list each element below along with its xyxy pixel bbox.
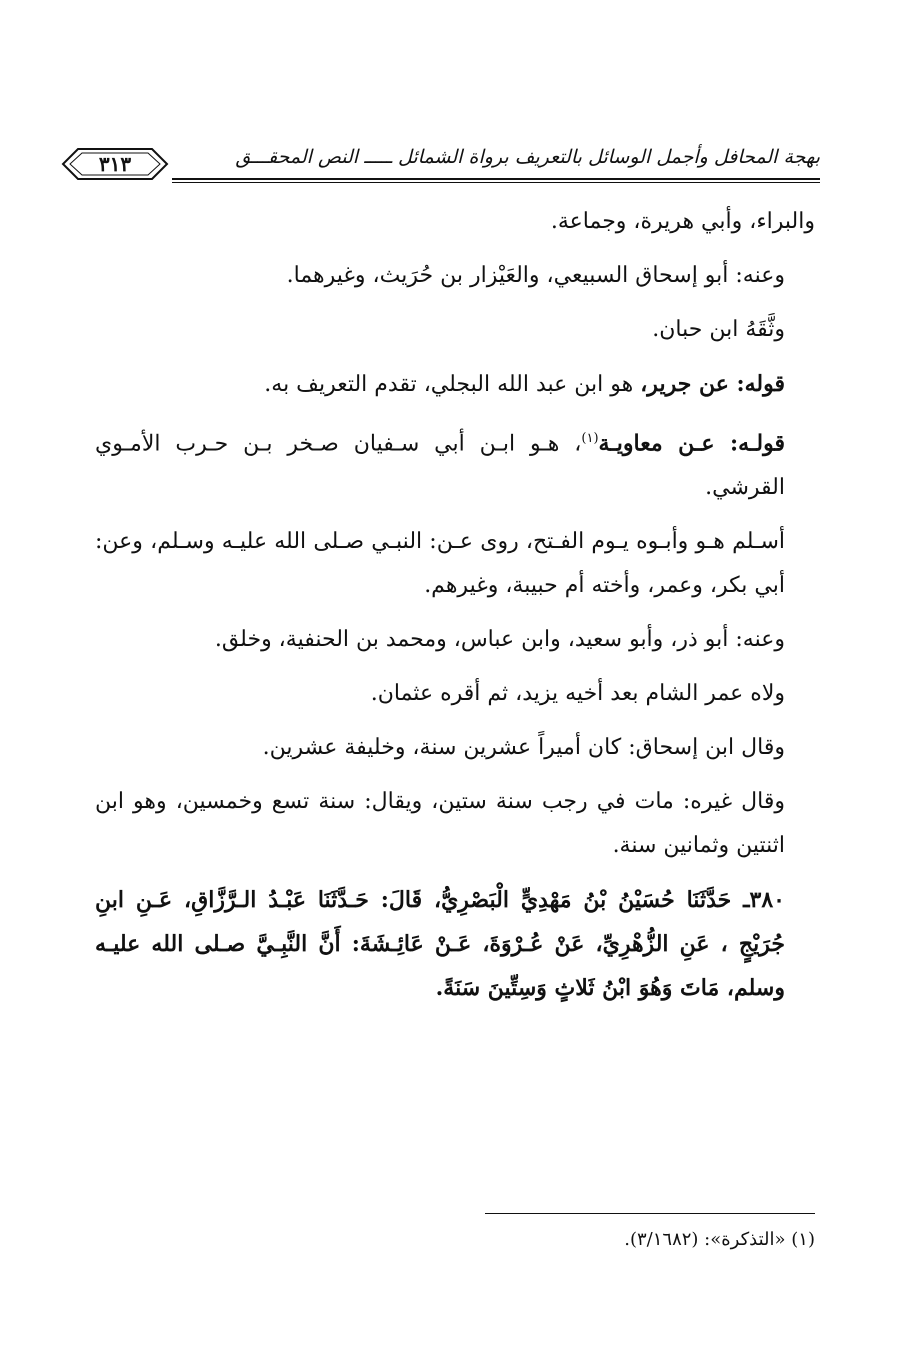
- paragraph: والبراء، وأبي هريرة، وجماعة.: [550, 209, 815, 234]
- footnote: (١) «التذكرة»: (٣/١٦٨٢).: [624, 1229, 815, 1250]
- paragraph: وثَّقَهُ ابن حبان.: [652, 317, 785, 342]
- header-divider-thin: [172, 182, 820, 183]
- main-text: [95, 200, 815, 1020]
- footnote-ref[interactable]: (١): [581, 431, 599, 446]
- paragraph: [95, 362, 815, 407]
- entry-text: هو ابن عبد الله البجلي، تقدم التعريف به.: [264, 372, 641, 397]
- page-number: ٣١٣: [98, 152, 132, 176]
- header-divider: [172, 178, 820, 180]
- paragraph: وعنه: أبو إسحاق السبيعي، والعَيْزار بن حُرَيث، وغيرهما.: [286, 263, 785, 288]
- running-header: [60, 140, 820, 190]
- paragraph: وقال ابن إسحاق: كان أميراً عشرين سنة، وخليفة عشرين.: [262, 735, 785, 761]
- paragraph: وقال غيره: مات في رجب سنة ستين، ويقال: سنة تسع وخمسين، وهو ابن اثنتين وثمانين سنة.: [95, 789, 785, 859]
- paragraph: ولاه عمر الشام بعد أخيه يزيد، ثم أقره عثمان.: [370, 681, 785, 707]
- page-number-badge: [60, 146, 170, 182]
- paragraph: وعنه: أبو ذر، وأبو سعيد، وابن عباس، ومحمد بن الحنفية، وخلق.: [214, 627, 785, 653]
- hadith-text: ٣٨٠ـ حَدَّثَنَا حُسَيْنُ بْنُ مَهْدِيٍّ الْبَصْرِيُّ، قَالَ: حَـدَّثَنَا عَبْـدُ الـرَّزَّاقِ، عَـنِ ابنِ جُرَيْجٍ ، عَنِ الزُّهْرِيِّ، عَنْ عُـرْوَةَ، عَـنْ عَائِـشَةَ: أَنَّ النَّبِـيَّ صـلى الله عليـه وسلم، مَاتَ وَهُوَ ابْنُ ثَلاثٍ وَسِتِّينَ سَنَةً.: [95, 887, 785, 1002]
- entry-text: ، هـو ابـن أبي سـفيان صـخر بـن حـرب الأمـوي القرشي.: [95, 431, 785, 501]
- paragraph: أسـلم هـو وأبـوه يـوم الفـتح، روى عـن: النبـي صـلى الله عليـه وسـلم، وعن: أبي بكر، وعمر، وأخته أم حبيبة، وغيرهم.: [95, 529, 785, 599]
- running-header-title: بهجة المحافل وأجمل الوسائل بالتعريف برواة الشمائل ـــــ النص المحقـــق: [235, 146, 820, 168]
- paragraph: [95, 417, 815, 510]
- footnote-divider: [485, 1213, 815, 1214]
- entry-lead: قولـه: عـن معاويـة: [598, 430, 785, 457]
- entry-lead: قوله: عن جرير،: [640, 371, 785, 397]
